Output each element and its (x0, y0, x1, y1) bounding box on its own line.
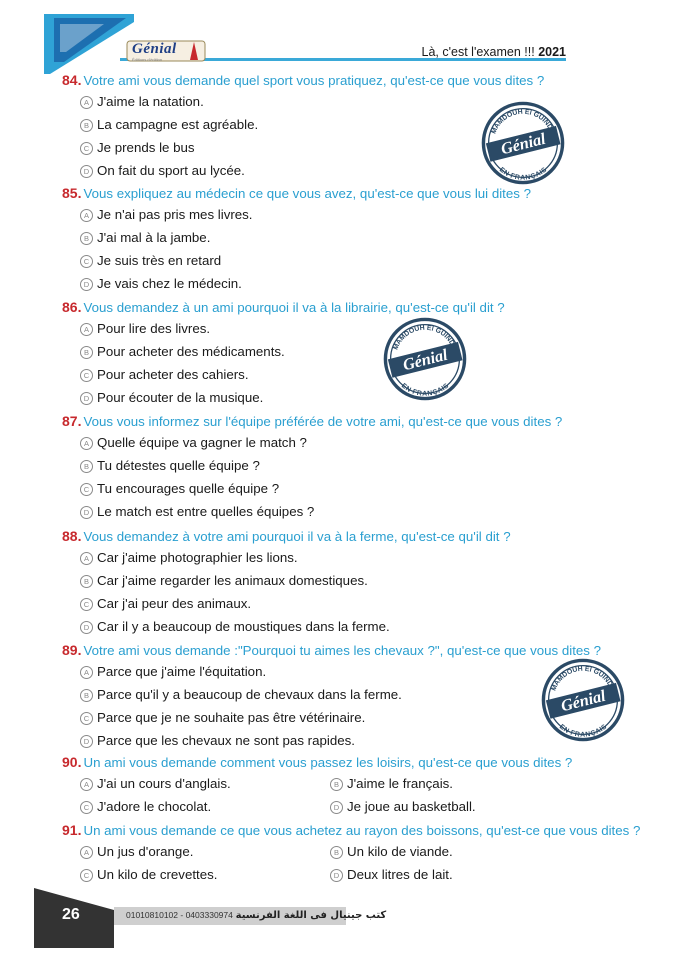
answer-option[interactable] (80, 481, 279, 496)
answer-option[interactable] (80, 458, 260, 473)
option-letter-icon: B (80, 232, 93, 245)
question-prompt (62, 71, 642, 90)
answer-option[interactable] (80, 550, 298, 565)
option-letter-icon: B (80, 575, 93, 588)
answer-option[interactable] (80, 321, 210, 336)
answer-option[interactable] (80, 596, 251, 611)
answer-option[interactable] (80, 710, 365, 725)
answer-option[interactable] (80, 619, 390, 634)
answer-option[interactable] (330, 799, 476, 814)
question-prompt (62, 298, 642, 317)
answer-option[interactable] (330, 844, 453, 859)
option-letter-icon: D (330, 801, 343, 814)
answer-option[interactable] (80, 844, 193, 859)
question-text: Vous demandez à un ami pourquoi il va à la librairie, qu'est-ce qu'il dit ? (83, 300, 505, 315)
option-letter-icon: B (330, 846, 343, 859)
question-text: Vous expliquez au médecin ce que vous avez, qu'est-ce que vous lui dites ? (83, 186, 531, 201)
question-text: Un ami vous demande ce que vous achetez au rayon des boissons, qu'est-ce que vous dites ? (83, 823, 641, 838)
answer-option[interactable] (80, 573, 368, 588)
option-letter-icon: A (80, 846, 93, 859)
option-letter-icon: C (80, 712, 93, 725)
answer-option[interactable] (80, 230, 210, 245)
option-letter-icon: B (330, 778, 343, 791)
option-text: J'ai un cours d'anglais. (97, 776, 231, 791)
answer-option[interactable] (330, 867, 453, 882)
option-text: Je n'ai pas pris mes livres. (97, 207, 253, 222)
option-text: Je joue au basketball. (347, 799, 476, 814)
answer-option[interactable] (80, 867, 217, 882)
option-text: Pour acheter des cahiers. (97, 367, 249, 382)
stamp-top-text: MAMDOUH El GUINDY (392, 324, 458, 351)
option-letter-icon: D (330, 869, 343, 882)
footer-phones: 0403330974 - 01010810102 (126, 910, 233, 920)
genial-stamp-1 (480, 100, 566, 186)
option-letter-icon: A (80, 552, 93, 565)
question-prompt (62, 753, 642, 772)
option-text: Car j'ai peur des animaux. (97, 596, 252, 611)
question-block (62, 527, 642, 634)
footer-text (120, 910, 386, 921)
stamp-brand: Génial (400, 344, 450, 375)
question-prompt (62, 412, 642, 431)
option-text: J'aime la natation. (97, 94, 204, 109)
question-number: 85. (62, 185, 82, 201)
option-text: Je suis très en retard (97, 253, 222, 268)
question-block (62, 753, 642, 814)
question-number: 87. (62, 413, 82, 429)
option-letter-icon: B (80, 119, 93, 132)
answer-option[interactable] (80, 504, 314, 519)
page-number: 26 (62, 906, 80, 923)
stamp-top-text: MAMDOUH El GUINDY (550, 665, 616, 692)
logo-text: Génial (132, 41, 177, 57)
answer-option[interactable] (80, 140, 195, 155)
question-block (62, 821, 642, 882)
question-number: 88. (62, 528, 82, 544)
logo-subtitle: Éditions d'édition (132, 57, 163, 62)
option-letter-icon: D (80, 506, 93, 519)
option-text: Parce que je ne souhaite pas être vétérinaire. (97, 710, 366, 725)
genial-stamp-2 (382, 316, 468, 402)
stamp-brand: Génial (558, 685, 608, 716)
option-text: Quelle équipe va gagner le match ? (97, 435, 307, 450)
option-text: Le match est entre quelles équipes ? (97, 504, 315, 519)
option-text: Parce que j'aime l'équitation. (97, 664, 267, 679)
question-text: Votre ami vous demande :"Pourquoi tu aimes les chevaux ?", qu'est-ce que vous dites ? (83, 643, 602, 658)
option-text: Deux litres de lait. (347, 867, 453, 882)
answer-option[interactable] (80, 207, 253, 222)
question-text: Vous demandez à votre ami pourquoi il va à la ferme, qu'est-ce qu'il dit ? (83, 529, 511, 544)
answer-option[interactable] (80, 253, 221, 268)
answer-option[interactable] (80, 390, 263, 405)
answer-option[interactable] (80, 94, 204, 109)
stamp-bottom-text: EN FRANÇAIS (557, 723, 609, 739)
option-letter-icon: C (80, 869, 93, 882)
question-number: 91. (62, 822, 82, 838)
answer-option[interactable] (80, 163, 245, 178)
option-letter-icon: A (80, 666, 93, 679)
question-prompt (62, 821, 642, 840)
question-number: 89. (62, 642, 82, 658)
option-text: Je vais chez le médecin. (97, 276, 242, 291)
question-number: 84. (62, 72, 82, 88)
question-text: Vous vous informez sur l'équipe préférée de votre ami, qu'est-ce que vous dites ? (83, 414, 563, 429)
option-text: On fait du sport au lycée. (97, 163, 245, 178)
option-letter-icon: A (80, 96, 93, 109)
question-block (62, 184, 642, 291)
question-block (62, 412, 642, 519)
option-letter-icon: C (80, 598, 93, 611)
option-letter-icon: D (80, 278, 93, 291)
option-letter-icon: D (80, 165, 93, 178)
answer-option[interactable] (80, 799, 211, 814)
footer-arabic-title: كتب جينيال فى اللغة الفرنسية (235, 910, 387, 921)
option-text: J'adore le chocolat. (97, 799, 212, 814)
question-prompt (62, 527, 642, 546)
option-letter-icon: C (80, 369, 93, 382)
stamp-bottom-text: EN FRANÇAIS (497, 166, 549, 182)
option-text: Un jus d'orange. (97, 844, 194, 859)
option-text: Tu détestes quelle équipe ? (97, 458, 260, 473)
option-text: Je prends le bus (97, 140, 195, 155)
option-letter-icon: A (80, 778, 93, 791)
stamp-bottom-text: EN FRANÇAIS (399, 382, 451, 398)
option-letter-icon: B (80, 460, 93, 473)
option-letter-icon: A (80, 209, 93, 222)
option-text: Parce que les chevaux ne sont pas rapides. (97, 733, 355, 748)
option-letter-icon: D (80, 621, 93, 634)
answer-option[interactable] (80, 733, 355, 748)
question-text: Un ami vous demande comment vous passez les loisirs, qu'est-ce que vous dites ? (83, 755, 573, 770)
stamp-brand: Génial (498, 128, 548, 159)
answer-option[interactable] (80, 435, 307, 450)
option-letter-icon: B (80, 346, 93, 359)
option-letter-icon: D (80, 735, 93, 748)
answer-option[interactable] (80, 344, 285, 359)
option-text: Parce qu'il y a beaucoup de chevaux dans la ferme. (97, 687, 402, 702)
answer-option[interactable] (80, 276, 242, 291)
option-letter-icon: A (80, 323, 93, 336)
question-text: Votre ami vous demande quel sport vous pratiquez, qu'est-ce que vous dites ? (83, 73, 545, 88)
question-number: 90. (62, 754, 82, 770)
header-year: 2021 (538, 45, 566, 59)
option-text: J'aime le français. (347, 776, 453, 791)
header-title-text: Là, c'est l'examen !!! (421, 45, 535, 59)
answer-option[interactable] (80, 776, 231, 791)
option-letter-icon: D (80, 392, 93, 405)
answer-option[interactable] (80, 117, 258, 132)
option-text: Un kilo de crevettes. (97, 867, 218, 882)
option-text: La campagne est agréable. (97, 117, 259, 132)
header-decoration (44, 14, 134, 74)
option-text: Pour lire des livres. (97, 321, 211, 336)
answer-option[interactable] (330, 776, 453, 791)
page-header-title (422, 45, 566, 59)
answer-option[interactable] (80, 664, 266, 679)
genial-stamp-3 (540, 657, 626, 743)
question-prompt (62, 184, 642, 203)
option-text: Car il y a beaucoup de moustiques dans la ferme. (97, 619, 390, 634)
option-text: Pour écouter de la musique. (97, 390, 264, 405)
option-text: Pour acheter des médicaments. (97, 344, 285, 359)
option-text: Car j'aime photographier les lions. (97, 550, 298, 565)
answer-option[interactable] (80, 367, 249, 382)
option-text: Un kilo de viande. (347, 844, 453, 859)
option-letter-icon: A (80, 437, 93, 450)
option-letter-icon: C (80, 142, 93, 155)
question-number: 86. (62, 299, 82, 315)
option-letter-icon: C (80, 801, 93, 814)
option-text: Tu encourages quelle équipe ? (97, 481, 280, 496)
option-letter-icon: C (80, 483, 93, 496)
answer-option[interactable] (80, 687, 402, 702)
option-text: Car j'aime regarder les animaux domestiques. (97, 573, 368, 588)
option-text: J'ai mal à la jambe. (97, 230, 211, 245)
option-letter-icon: B (80, 689, 93, 702)
stamp-top-text: MAMDOUH El GUINDY (490, 108, 556, 135)
option-letter-icon: C (80, 255, 93, 268)
